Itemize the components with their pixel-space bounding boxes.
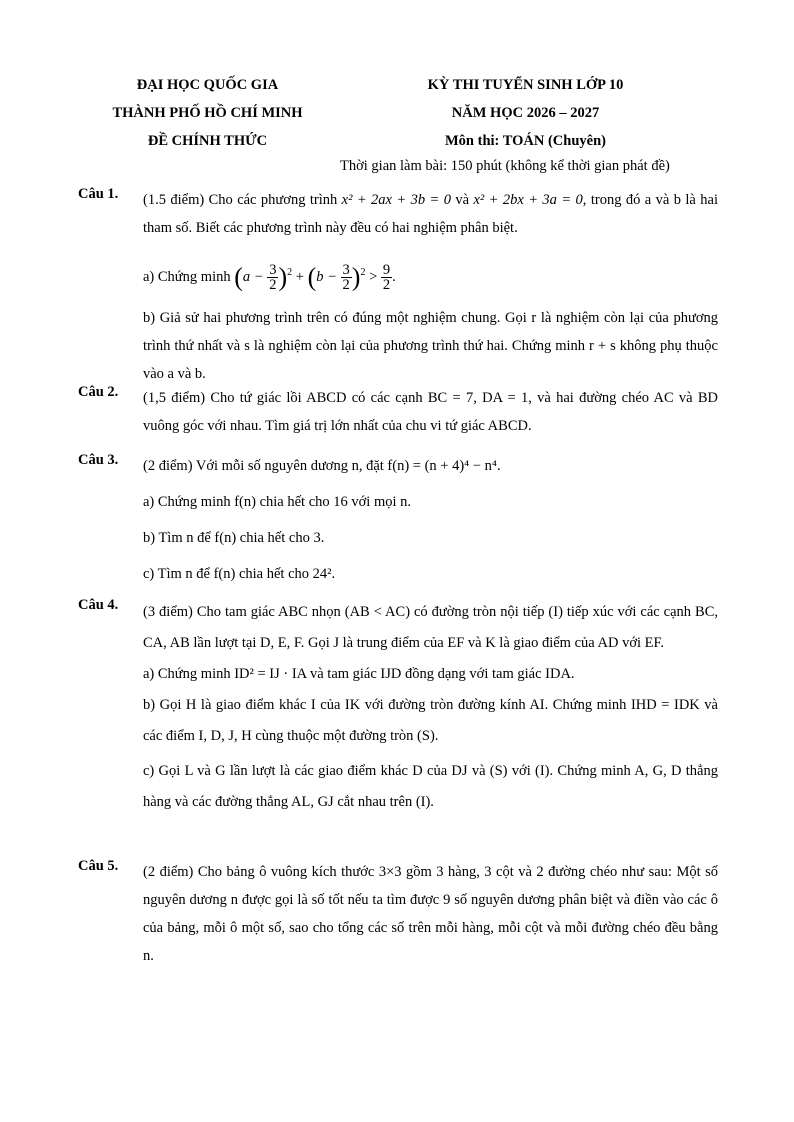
subject: Môn thi: TOÁN (Chuyên) xyxy=(444,133,606,149)
question-4a: a) Chứng minh ID² = IJ · IA và tam giác IJD đồng dạng với tam giác IDA. xyxy=(143,666,575,682)
question-3a: a) Chứng minh f(n) chia hết cho 16 với mọi n. xyxy=(143,494,412,510)
exam-title: KỲ THI TUYỂN SINH LỚP 10 xyxy=(427,77,624,93)
question-1a: a) Chứng minh (a − $\frac{3}{2}$ )$^2$ + (b − $\frac{3}{2}$ )$^2$ > $\frac{9}{2}$ . xyxy=(143,262,396,293)
official-label: ĐỀ CHÍNH THỨC xyxy=(147,133,268,149)
question-4c: c) Gọi L và G lần lượt là các giao điểm khác D của DJ và (S) với (I). Chứng minh A, G, D thẳng hàng và các đường thẳng AL, GJ cắt nhau trên (I). xyxy=(143,763,718,810)
question-2-text: (1,5 điểm) Cho tứ giác lồi ABCD có các cạnh BC = 7, DA = 1, và hai đường chéo AC và BD vuông góc với nhau. Tìm giá trị lớn nhất của chu vi tứ giác ABCD. xyxy=(143,390,718,434)
question-3-label: Câu 3. xyxy=(78,452,119,468)
question-3b: b) Tìm n để f(n) chia hết cho 3. xyxy=(143,530,325,546)
question-1b: b) Giả sử hai phương trình trên có đúng một nghiệm chung. Gọi r là nghiệm còn lại của phương trình thứ nhất và s là nghiệm còn lại của phương trình thứ hai. Chứng minh r + s không phụ thuộc vào a và b. xyxy=(143,310,718,382)
question-2 xyxy=(78,384,718,440)
question-3c: c) Tìm n để f(n) chia hết cho 24². xyxy=(143,566,336,582)
question-3 xyxy=(78,452,718,588)
question-4-label: Câu 4. xyxy=(78,597,119,613)
question-1-label: Câu 1. xyxy=(78,186,119,202)
city-name: THÀNH PHỐ HỒ CHÍ MINH xyxy=(112,105,303,121)
time-limit: Thời gian làm bài: 150 phút (không kể thời gian phát đề) xyxy=(340,158,670,174)
question-5-text: (2 điểm) Cho bảng ô vuông kích thước 3×3 gồm 3 hàng, 3 cột và 2 đường chéo như sau: Một số nguyên dương n được gọi là số tốt nếu ta tìm được 9 số nguyên dương phân biệt và điền vào các ô của bảng, mỗi ô một số, sao cho tổng các số trên mỗi hàng, mỗi cột và mỗi đường chéo đều bằng n. xyxy=(143,864,718,964)
question-2-label: Câu 2. xyxy=(78,384,119,400)
question-4-intro: (3 điểm) Cho tam giác ABC nhọn (AB < AC) có đường tròn nội tiếp (I) tiếp xúc với các cạnh BC, CA, AB lần lượt tại D, E, F. Gọi J là trung điểm của EF và K là giao điểm của AD với EF. xyxy=(143,604,718,651)
question-1-intro: (1.5 điểm) Cho các phương trình x² + 2ax + 3b = 0 và x² + 2bx + 3a = 0, trong đó a và b là hai tham số. Biết các phương trình này đều có hai nghiệm phân biệt. xyxy=(143,192,718,236)
question-3-intro: (2 điểm) Với mỗi số nguyên dương n, đặt f(n) = (n + 4)⁴ − n⁴. xyxy=(143,458,501,474)
question-1 xyxy=(78,186,718,388)
university-name: ĐẠI HỌC QUỐC GIA xyxy=(136,77,279,93)
question-5-label: Câu 5. xyxy=(78,858,119,874)
question-4b: b) Gọi H là giao điểm khác I của IK với đường tròn đường kính AI. Chứng minh IHD = IDK và các điểm I, D, J, H cùng thuộc một đường tròn (S). xyxy=(143,697,718,744)
question-5 xyxy=(78,858,718,970)
school-year: NĂM HỌC 2026 – 2027 xyxy=(451,105,600,121)
question-4 xyxy=(78,597,718,818)
